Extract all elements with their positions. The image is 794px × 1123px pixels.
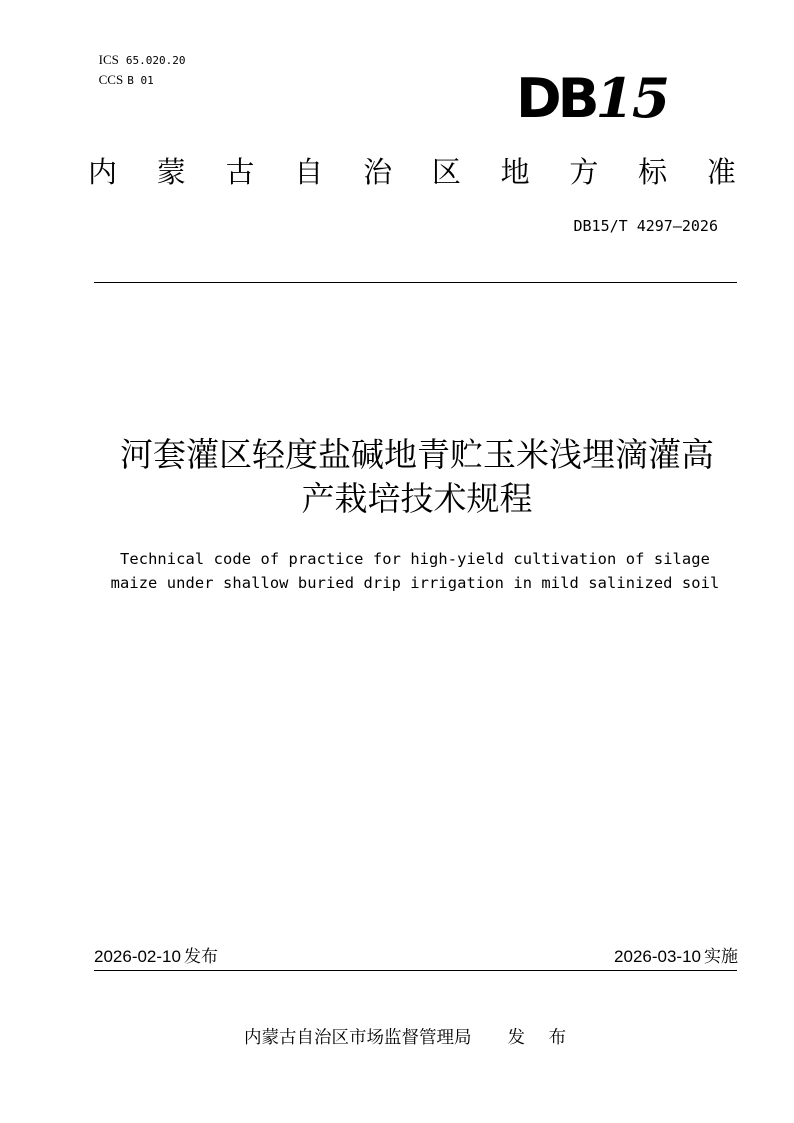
category-char: 自 [294, 155, 324, 189]
category-char: 内 [88, 155, 118, 189]
publisher-name: 内蒙古自治区市场监督管理局 [244, 1028, 472, 1048]
chinese-title-line: 产栽培技术规程 [301, 479, 533, 518]
ics-label: ICS [98, 52, 119, 67]
implementation-date-label: 实施 [704, 947, 738, 967]
ccs-label: CCS [98, 72, 124, 87]
publish-label: 发 布 [507, 1028, 576, 1048]
ics-value: 65.020.20 [125, 54, 186, 67]
category-char: 治 [363, 155, 393, 189]
standard-number: DB15/T 4297—2026 [573, 217, 718, 235]
ccs-value: B 01 [127, 74, 154, 87]
logo-prefix: DB [516, 67, 596, 130]
category-char: 古 [225, 155, 255, 189]
header-divider [94, 282, 737, 283]
category-char: 蒙 [156, 155, 186, 189]
category-char: 标 [638, 155, 668, 189]
publisher [244, 1026, 575, 1050]
implementation-date-value: 2026-03-10 [614, 947, 701, 966]
issue-date [94, 946, 218, 968]
category-char: 地 [500, 155, 530, 189]
english-title-line: maize under shallow buried drip irrigation in mild salinized soil [110, 574, 720, 592]
issue-date-label: 发布 [183, 947, 218, 967]
issue-date-value: 2026-02-10 [94, 947, 181, 966]
english-title-line: Technical code of practice for high-yield cultivation of silage [119, 550, 711, 568]
db-standard-logo [516, 68, 689, 128]
ccs-code [91, 59, 154, 88]
category-char: 方 [569, 155, 599, 189]
category-char: 区 [431, 155, 461, 189]
implementation-date [614, 946, 738, 968]
standard-category-title [88, 152, 736, 192]
chinese-title [60, 433, 774, 521]
english-title [40, 547, 790, 595]
category-char: 准 [706, 155, 736, 189]
chinese-title-line: 河套灌区轻度盐碱地青贮玉米浅埋滴灌高 [120, 435, 714, 474]
logo-number: 15 [595, 66, 669, 130]
footer-divider [94, 970, 737, 971]
